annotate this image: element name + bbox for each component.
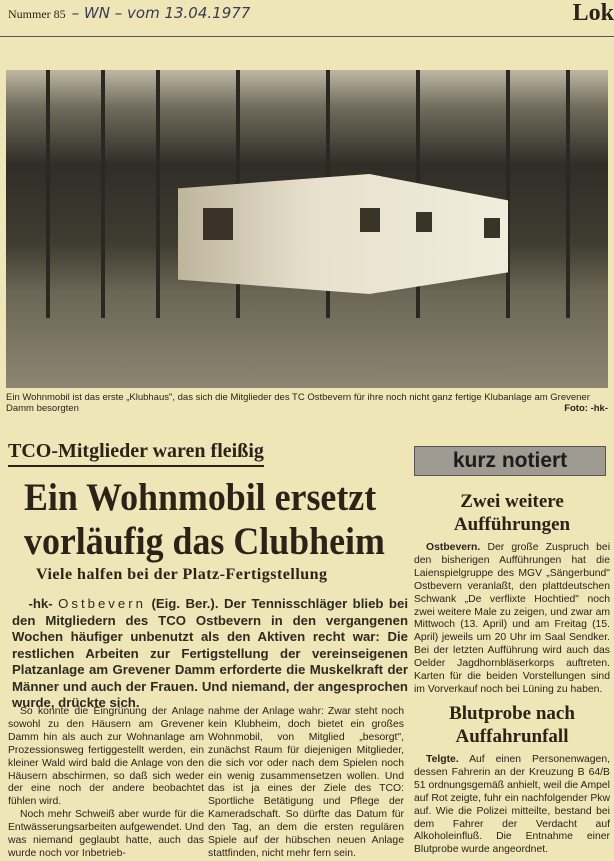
- issue-header: [8, 4, 250, 22]
- article-column-2: [208, 706, 404, 861]
- kurz-notiert-label: kurz notiert: [414, 446, 606, 476]
- paragraph: So konnte die Eingrünung der Anlage sowohl zu den Häusern am Grevener Damm hin als auch zur Wohnanlage am Prozessionsweg fertiggestellt werden, ein kleiner Wald wird bald die Anlage von den Häusern abschirmen, so daß sich weder der eine noch der andere beobachtet fühlen wird.: [8, 706, 204, 808]
- article-kicker: TCO-Mitglieder waren fleißig: [8, 440, 264, 467]
- author-tag: -hk-: [28, 596, 53, 611]
- brief-place: Ostbevern.: [426, 542, 481, 553]
- brief-place: Telgte.: [426, 754, 459, 765]
- section-label: Lok: [572, 0, 614, 26]
- paragraph: nahme der Anlage wahr: Zwar steht noch kein Klubheim, doch bietet ein großes Wohnmobil, von Mitglied „besorgt", zunächst Raum für diejenigen Mitglieder, die sich vor oder nach dem Spielen noch ein wenig zusammensetzen wollen. Und das ist ja eines der Ziele des TCO: Sportliche Betätigung und Pflege der Kameradschaft. So dürfte das Datum für den Tag, an dem die ersten regulären Spiele auf der hübschen neuen Anlage stattfinden, nicht mehr fern sein.: [208, 706, 404, 859]
- handwritten-date-note: – WN – vom 13.04.1977: [71, 4, 251, 22]
- headline-line-1: Ein Wohnmobil ersetzt: [24, 476, 377, 519]
- brief-headline-2: Blutprobe nach Auffahrunfall: [449, 703, 575, 747]
- headline-line-2: vorläufig das Clubheim: [24, 520, 385, 563]
- brief-body-1: [414, 542, 610, 697]
- article-lead: [12, 596, 408, 712]
- article-headline: [24, 476, 385, 564]
- paragraph: Noch mehr Schweiß aber wurde für die Entwässerungsarbeiten aufgewendet. Und was niemand geglaubt hatte, auch das wurde noch vor Inbetrieb-: [8, 809, 204, 859]
- article-subhead: Viele halfen bei der Platz-Fertigstellung: [36, 566, 328, 583]
- photo-credit: Foto: -hk-: [564, 403, 608, 414]
- brief-text: Der große Zuspruch bei den bisherigen Aufführungen hat die Laienspielgruppe des MGV „Sängerbund" Ostbevern veranlaßt, den plattdeutschen Schwank „De verflixte Hochtied" noch zwei weitere Male zu zeigen, und zwar am Mittwoch (13. April) und am Freitag (15. April) jeweils um 20 Uhr im Saal Sendker. Bei der letzten Aufführung wird auch das Oelder Jagdhornbläserkorps auftreten. Karten für die beiden Vorstellungen sind im Vorverkauf noch bei Lüning zu haben.: [414, 542, 611, 695]
- dateline-place: Ostbevern: [58, 596, 146, 611]
- photo-caption: [6, 392, 608, 414]
- brief-body-2: [414, 754, 610, 857]
- caption-text: Ein Wohnmobil ist das erste „Klubhaus", das sich die Mitglieder des TC Ostbevern für ihre noch nicht ganz fertige Klubanlage am Grevener Damm besorgten: [6, 392, 590, 414]
- article-column-1: [8, 706, 204, 861]
- header-rule: [0, 36, 614, 37]
- lead-text: (Eig. Ber.). Der Tennisschläger blieb bei den Mitgliedern des TCO Ostbevern in den vergangenen Wochen häufiger unbenutzt als den Aktiven recht war: Die restlichen Arbeiten zur Fertigstellung der vereinseigenen Platzanlage am Grevener Damm erforderte die Muskelkraft der Männer und auch der Frauen. Und niemand, der angesprochen wurde, drückte sich.: [12, 596, 408, 710]
- trailer-photo: [6, 70, 608, 388]
- mobile-home: [178, 174, 508, 294]
- brief-text: Auf einen Personenwagen, dessen Fahrerin an der Kreuzung B 64/B 51 ordnungsgemäß anhielt, weil die Ampel auf Rot zeigte, fuhr ein nachfolgender Pkw auf. Wie die Polizei mitteilte, bestand bei dem Fahrer der Verdacht auf Alkoholeinfluß. Die Entnahme einer Blutprobe wurde angeordnet.: [414, 754, 610, 856]
- brief-headline-1: Zwei weitere Aufführungen: [453, 491, 571, 535]
- issue-number: Nummer 85: [8, 7, 66, 21]
